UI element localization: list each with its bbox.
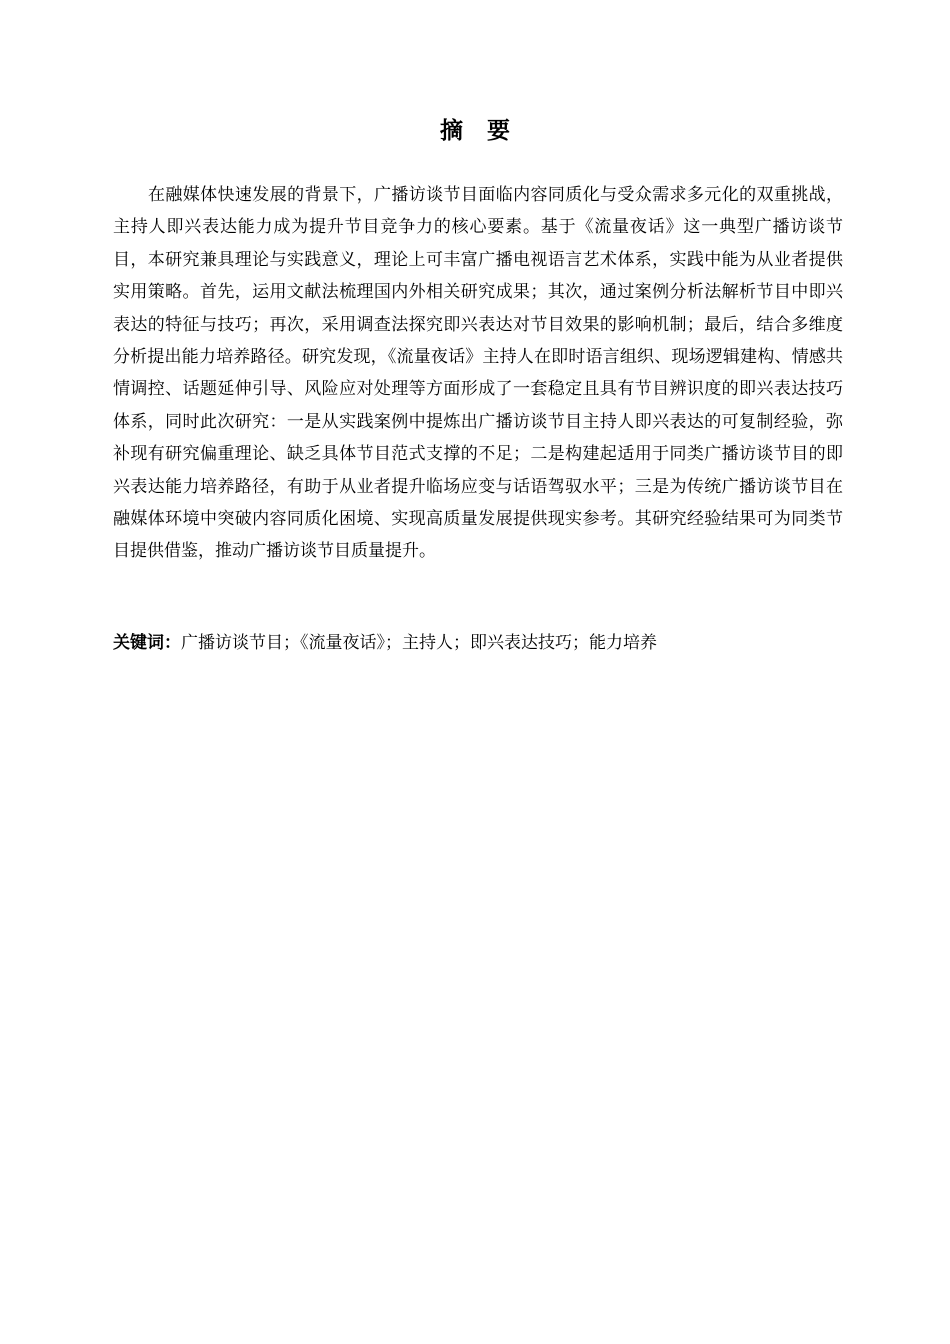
keywords-line (113, 627, 843, 659)
keywords-text: 广播访谈节目；《流量夜话》；主持人；即兴表达技巧；能力培养 (181, 633, 657, 653)
abstract-heading (0, 113, 950, 149)
keywords-label: 关键词： (113, 633, 181, 653)
abstract-body: 在融媒体快速发展的背景下，广播访谈节目面临内容同质化与受众需求多元化的双重挑战，主持人即兴表达能力成为提升节目竞争力的核心要素。基于《流量夜话》这一典型广播访谈节目，本研究兼具理论与实践意义，理论上可丰富广播电视语言艺术体系，实践中能为从业者提供实用策略。首先，运用文献法梳理国内外相关研究成果；其次，通过案例分析法解析节目中即兴表达的特征与技巧；再次，采用调查法探究即兴表达对节目效果的影响机制；最后，结合多维度分析提出能力培养路径。研究发现，《流量夜话》主持人在即时语言组织、现场逻辑建构、情感共情调控、话题延伸引导、风险应对处理等方面形成了一套稳定且具有节目辨识度的即兴表达技巧体系，同时此次研究：一是从实践案例中提炼出广播访谈节目主持人即兴表达的可复制经验，弥补现有研究偏重理论、缺乏具体节目范式支撑的不足；二是构建起适用于同类广播访谈节目的即兴表达能力培养路径，有助于从业者提升临场应变与话语驾驭水平；三是为传统广播访谈节目在融媒体环境中突破内容同质化困境、实现高质量发展提供现实参考。其研究经验结果可为同类节目提供借鉴，推动广播访谈节目质量提升。 (113, 185, 843, 562)
abstract-heading-part2: 要 (487, 118, 510, 144)
abstract-heading-part1: 摘 (440, 118, 463, 144)
